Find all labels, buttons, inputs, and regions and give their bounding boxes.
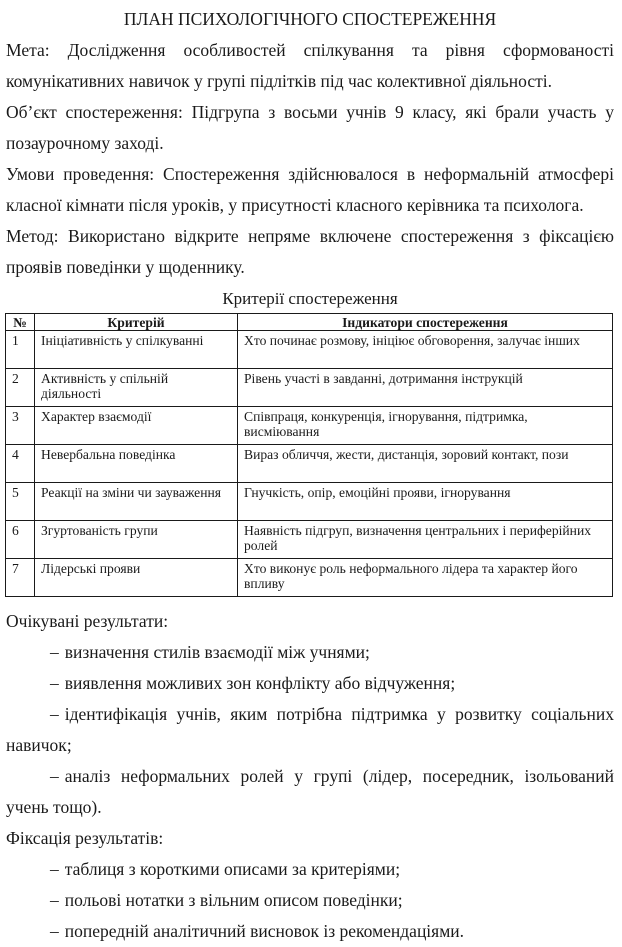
dash-bullet: –	[50, 766, 59, 786]
expected-result-item	[6, 761, 614, 823]
conditions-paragraph: Умови проведення: Спостереження здійснювалося в неформальній атмосфері класної кімнати після уроків, у присутності класного керівника та психолога.	[6, 164, 614, 215]
document-title: ПЛАН ПСИХОЛОГІЧНОГО СПОСТЕРЕЖЕННЯ	[123, 9, 497, 29]
row-indicators: Вираз обличчя, жести, дистанція, зоровий контакт, пози	[238, 445, 613, 483]
table-row	[6, 331, 613, 369]
expected-result-item	[6, 699, 614, 761]
results-section	[6, 606, 614, 947]
row-criterion: Характер взаємодії	[35, 407, 238, 445]
recording-item	[6, 854, 614, 885]
row-number: 2	[6, 369, 35, 407]
row-number: 1	[6, 331, 35, 369]
document-page	[6, 2, 614, 314]
row-number: 3	[6, 407, 35, 445]
recording-heading: Фіксація результатів:	[6, 828, 164, 848]
table-row	[6, 521, 613, 559]
dash-bullet: –	[50, 921, 59, 941]
row-criterion: Лідерські прояви	[35, 559, 238, 597]
row-number: 5	[6, 483, 35, 521]
header-number: №	[6, 314, 35, 331]
item-text: ідентифікація учнів, яким потрібна підтримка у розвитку соціальних навичок;	[6, 704, 614, 755]
criteria-table	[5, 313, 613, 597]
row-number: 6	[6, 521, 35, 559]
method-paragraph: Метод: Використано відкрите непряме включене спостереження з фіксацією проявів поведінки у щоденнику.	[6, 226, 614, 277]
dash-bullet: –	[50, 890, 59, 910]
item-text: визначення стилів взаємодії між учнями;	[64, 642, 370, 662]
table-row	[6, 407, 613, 445]
row-criterion: Активність у спільній діяльності	[35, 369, 238, 407]
object-paragraph: Об’єкт спостереження: Підгрупа з восьми учнів 9 класу, які брали участь у позаурочному заході.	[6, 102, 614, 153]
row-indicators: Наявність підгруп, визначення центральних і периферійних ролей	[238, 521, 613, 559]
table-header-row	[6, 314, 613, 331]
row-indicators: Рівень участі в завданні, дотримання інструкцій	[238, 369, 613, 407]
expected-result-item	[6, 637, 614, 668]
row-criterion: Невербальна поведінка	[35, 445, 238, 483]
recording-item	[6, 885, 614, 916]
table-caption: Критерії спостереження	[222, 289, 398, 308]
recording-item	[6, 916, 614, 947]
table-row	[6, 483, 613, 521]
row-criterion: Згуртованість групи	[35, 521, 238, 559]
item-text: попередній аналітичний висновок із рекомендаціями.	[64, 921, 465, 941]
row-indicators: Співпраця, конкуренція, ігнорування, підтримка, висміювання	[238, 407, 613, 445]
dash-bullet: –	[50, 704, 59, 724]
goal-paragraph: Мета: Дослідження особливостей спілкування та рівня сформованості комунікативних навичок у групі підлітків під час колективної діяльності.	[6, 40, 614, 91]
item-text: таблиця з короткими описами за критеріями;	[64, 859, 401, 879]
row-number: 4	[6, 445, 35, 483]
item-text: виявлення можливих зон конфлікту або відчуження;	[64, 673, 456, 693]
row-indicators: Хто починає розмову, ініціює обговорення, залучає інших	[238, 331, 613, 369]
row-number: 7	[6, 559, 35, 597]
row-criterion: Ініціативність у спілкуванні	[35, 331, 238, 369]
header-indicators: Індикатори спостереження	[238, 314, 613, 331]
table-row	[6, 445, 613, 483]
item-text: аналіз неформальних ролей у групі (лідер, посередник, ізольований учень тощо).	[6, 766, 614, 817]
dash-bullet: –	[50, 642, 59, 662]
row-indicators: Гнучкість, опір, емоційні прояви, ігнорування	[238, 483, 613, 521]
expected-results-heading: Очікувані результати:	[6, 611, 169, 631]
dash-bullet: –	[50, 859, 59, 879]
dash-bullet: –	[50, 673, 59, 693]
row-criterion: Реакції на зміни чи зауваження	[35, 483, 238, 521]
header-criterion: Критерій	[35, 314, 238, 331]
table-row	[6, 559, 613, 597]
table-row	[6, 369, 613, 407]
item-text: польові нотатки з вільним описом поведінки;	[64, 890, 403, 910]
expected-result-item	[6, 668, 614, 699]
row-indicators: Хто виконує роль неформального лідера та характер його впливу	[238, 559, 613, 597]
